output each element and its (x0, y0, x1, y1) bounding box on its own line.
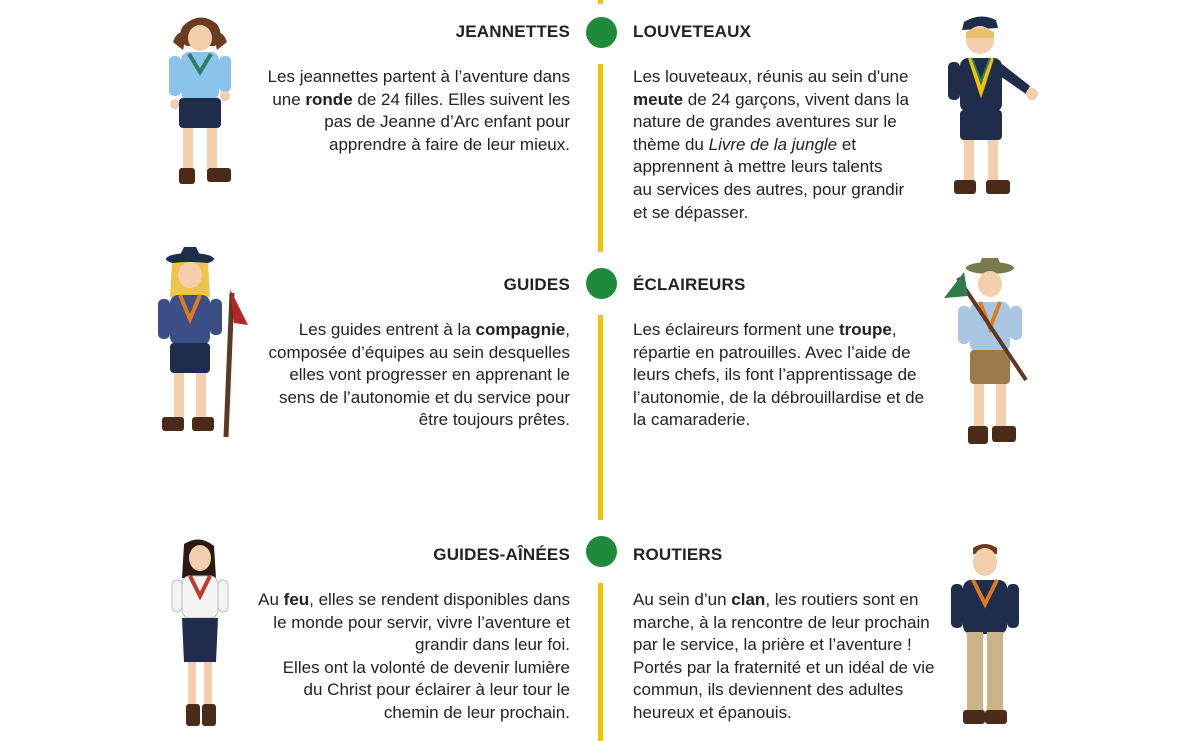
description-guides-ainees (240, 589, 570, 725)
text-run: et (837, 134, 857, 154)
description-line (240, 111, 570, 134)
description-line (240, 702, 570, 725)
routier-figure-icon (945, 540, 1025, 735)
description-line (240, 657, 570, 680)
description-line (240, 89, 570, 112)
description-line (240, 634, 570, 657)
description-eclaireurs (633, 319, 953, 432)
text-run: une (272, 89, 306, 109)
emphasis-term: ronde (305, 89, 353, 109)
description-guides (240, 319, 570, 432)
timeline-dot (586, 536, 617, 567)
description-line (240, 387, 570, 410)
text-run: , (565, 320, 570, 339)
description-line (240, 364, 570, 387)
timeline-dot (586, 17, 617, 48)
text-run: par le service, la prière et l’aventure ! (633, 635, 912, 655)
text-run: le monde pour servir, vivre l’aventure et (273, 612, 570, 632)
section-title-jeannettes: JEANNETTES (455, 22, 570, 41)
description-line (240, 66, 570, 89)
timeline-segment-1 (598, 64, 603, 252)
description-line (633, 634, 953, 657)
description-line (240, 134, 570, 157)
emphasis-term: feu (283, 590, 310, 609)
text-run: , (891, 320, 897, 339)
timeline-segment-2 (598, 315, 603, 520)
text-run: l’autonomie, de la débrouillardise et de (633, 387, 925, 407)
description-line (240, 409, 570, 432)
description-line (633, 657, 953, 680)
text-run: marche, à la rencontre de leur prochain (633, 612, 930, 632)
section-title-routiers: ROUTIERS (633, 545, 723, 564)
description-line (633, 589, 953, 612)
text-run: leurs chefs, ils font l’apprentissage de (633, 365, 917, 385)
emphasis-term: clan (731, 590, 766, 609)
text-run: nature de grandes aventures sur le (633, 112, 897, 132)
section-title-louveteaux: LOUVETEAUX (633, 22, 752, 41)
text-run: commun, ils deviennent des adultes (633, 680, 904, 700)
text-run: Les jeannettes partent à l’aventure dans (267, 67, 570, 86)
description-jeannettes (240, 66, 570, 156)
text-run: être toujours prêtes. (418, 410, 570, 430)
description-line (633, 179, 953, 202)
text-run: répartie en patrouilles. Avec l’aide de (633, 342, 911, 362)
text-run: Au (258, 590, 284, 609)
description-line (633, 134, 953, 157)
text-run: de 24 filles. Elles suivent les (352, 89, 570, 109)
description-line (633, 342, 953, 365)
emphasis-term: compagnie (475, 320, 566, 339)
section-title-eclaireurs: ÉCLAIREURS (633, 275, 746, 294)
description-line (633, 409, 953, 432)
description-line (633, 202, 953, 225)
text-run: la camaraderie. (633, 410, 751, 430)
text-run: sens de l’autonomie et du service pour (278, 387, 570, 407)
description-line (633, 702, 953, 725)
text-run: elles vont progresser en apprenant le (289, 365, 570, 385)
text-run: pas de Jeanne d’Arc enfant pour (324, 112, 570, 132)
text-run: Les louveteaux, réunis au sein d'une (633, 67, 909, 86)
text-run: apprennent à mettre leurs talents (633, 157, 883, 177)
text-run: , les routiers sont en (765, 590, 919, 609)
description-line (633, 66, 953, 89)
text-run: , elles se rendent disponibles dans (309, 590, 570, 609)
eclaireur-figure-icon (940, 258, 1040, 453)
description-line (633, 364, 953, 387)
description-line (240, 589, 570, 612)
section-title-guides-ainees: GUIDES-AÎNÉES (433, 545, 570, 564)
guide-figure-icon (150, 245, 260, 445)
book-title: Livre de la jungle (708, 134, 838, 154)
text-run: du Christ pour éclairer à leur tour le (303, 680, 570, 700)
text-run: de 24 garçons, vivent dans la (683, 89, 909, 109)
description-line (240, 342, 570, 365)
text-run: Les éclaireurs forment une (633, 320, 839, 339)
emphasis-term: meute (633, 89, 684, 109)
description-line (240, 679, 570, 702)
text-run: Les guides entrent à la (298, 320, 476, 339)
timeline-segment-top (598, 0, 603, 4)
description-line (240, 319, 570, 342)
guide-ainee-figure-icon (160, 538, 240, 733)
text-run: composée d’équipes au sein desquelles (268, 342, 570, 362)
section-title-guides: GUIDES (503, 275, 570, 294)
description-line (633, 679, 953, 702)
text-run: grandir dans leur foi. (415, 635, 570, 655)
text-run: thème du (633, 134, 709, 154)
louveteau-figure-icon (940, 12, 1050, 207)
description-line (240, 612, 570, 635)
text-run: heureux et épanouis. (633, 702, 792, 722)
description-line (633, 89, 953, 112)
text-run: Elles ont la volonté de devenir lumière (282, 657, 570, 677)
description-routiers (633, 589, 953, 725)
text-run: Portés par la fraternité et un idéal de vie (633, 657, 935, 677)
description-line (633, 319, 953, 342)
jeannette-figure-icon (155, 12, 245, 190)
description-line (633, 111, 953, 134)
description-line (633, 387, 953, 410)
description-line (633, 612, 953, 635)
text-run: et se dépasser. (633, 202, 749, 222)
text-run: chemin de leur prochain. (383, 702, 570, 722)
text-run: Au sein d’un (633, 590, 732, 609)
text-run: au services des autres, pour grandir (633, 179, 905, 199)
timeline-dot (586, 268, 617, 299)
emphasis-term: troupe (839, 320, 892, 339)
text-run: apprendre à faire de leur mieux. (329, 134, 570, 154)
timeline-segment-3 (598, 583, 603, 741)
description-louveteaux (633, 66, 953, 224)
description-line (633, 156, 953, 179)
